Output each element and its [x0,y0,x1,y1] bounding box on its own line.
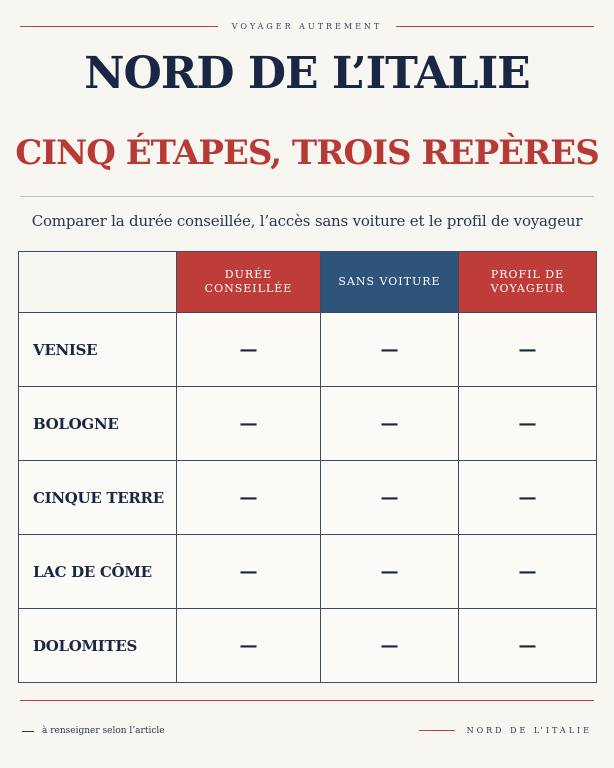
table-row [19,609,597,683]
table-header-row [19,252,597,313]
table-cell: — [177,313,321,387]
footer-brand [419,726,592,735]
kicker-rule-right [396,26,594,27]
table-cell: — [459,461,597,535]
row-label: VENISE [19,313,177,387]
kicker-row [20,22,594,31]
table-corner [19,252,177,313]
table-cell: — [177,609,321,683]
footer-note [22,726,165,736]
page-title: NORD DE L’ITALIE [84,48,530,99]
column-header-profil: PROFIL DE VOYAGEUR [459,252,597,313]
table-cell: — [177,387,321,461]
table-cell: — [177,461,321,535]
table-cell: — [459,387,597,461]
lede: Comparer la durée conseillée, l’accès sans voiture et le profil de voyageur [31,212,583,230]
table-cell: — [321,535,459,609]
table-cell: — [459,313,597,387]
footer-rule [20,700,594,701]
table-cell: — [459,535,597,609]
table-cell: — [321,387,459,461]
table-cell: — [321,609,459,683]
note-dash [22,731,34,732]
table-cell: — [321,313,459,387]
footer-note-text: à renseigner selon l’article [42,726,165,736]
kicker-rule-left [20,26,218,27]
column-header-duree: DURÉE CONSEILLÉE [177,252,321,313]
table-row [19,313,597,387]
divider [20,196,594,197]
table-cell: — [321,461,459,535]
row-label: LAC DE CÔME [19,535,177,609]
row-label: BOLOGNE [19,387,177,461]
table-row [19,461,597,535]
kicker: VOYAGER AUTREMENT [231,22,383,31]
page-subtitle: CINQ ÉTAPES, TROIS REPÈRES [15,133,599,173]
comparison-table [18,251,597,683]
brand-rule [419,730,455,731]
column-header-sans-voiture: SANS VOITURE [321,252,459,313]
table-cell: — [459,609,597,683]
row-label: DOLOMITES [19,609,177,683]
table-row [19,535,597,609]
row-label: CINQUE TERRE [19,461,177,535]
table-cell: — [177,535,321,609]
table-row [19,387,597,461]
footer-brand-text: NORD DE L’ITALIE [466,726,592,735]
